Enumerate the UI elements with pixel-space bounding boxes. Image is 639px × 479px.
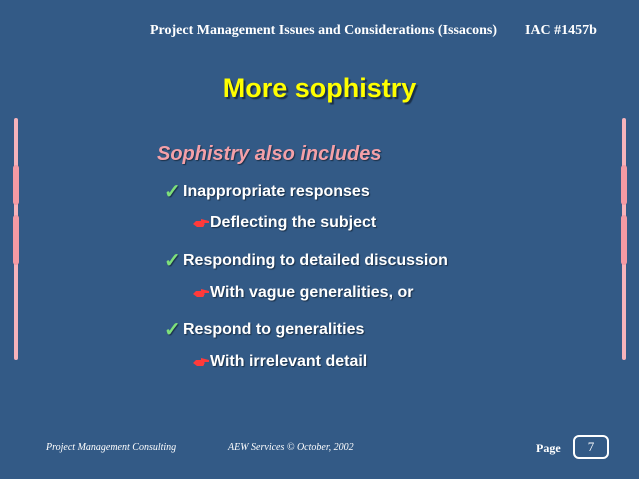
pointing-hand-icon [192,217,210,229]
pointing-hand-icon [192,287,210,299]
left-rail-bulge-bottom [13,215,19,265]
header-title: Project Management Issues and Considerations (Issacons) [150,23,498,38]
sub-bullet-item [192,353,367,371]
check-icon: ✓ [164,181,181,203]
subheading: Sophistry also includes [157,143,382,165]
left-rail-bulge-top [13,165,19,205]
sub-bullet-item [192,284,413,302]
page-label: Page [536,441,561,455]
bullet-text: Deflecting the subject [210,214,377,231]
bullet-text: Inappropriate responses [183,182,370,200]
page-number-box: 7 [573,435,609,459]
header-doc-id: IAC #1457b [525,23,597,38]
pointing-hand-icon [192,356,210,368]
right-rail-bulge-top [621,165,627,205]
sub-bullet-item [192,214,376,232]
footer-left: Project Management Consulting [46,442,177,453]
right-rail-bulge-bottom [621,215,627,265]
bullet-item [164,179,370,204]
check-icon: ✓ [164,319,181,341]
bullet-text: With vague generalities, or [210,284,414,301]
bullet-text: With irrelevant detail [210,353,368,370]
bullet-item [164,317,364,342]
bullet-item [164,248,448,273]
footer-copyright: AEW Services © October, 2002 [228,442,354,453]
slide-title: More sophistry [222,73,417,103]
check-icon: ✓ [164,250,181,272]
bullet-text: Respond to generalities [183,320,365,338]
bullet-text: Responding to detailed discussion [183,251,448,269]
